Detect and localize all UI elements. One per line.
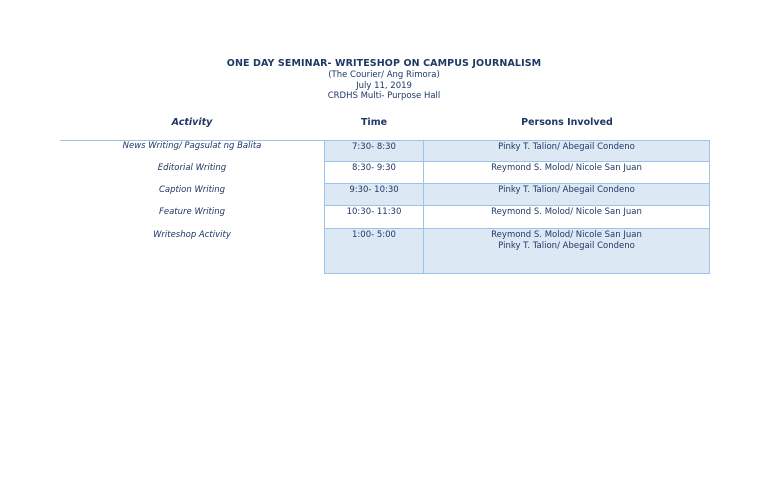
schedule-row [60,162,710,184]
time-cell: 1:00- 5:00 [324,229,424,274]
schedule-row [60,140,710,162]
schedule-row [60,184,710,206]
person-line: Reymond S. Molod/ Nicole San Juan [491,230,642,240]
activity-cell: Writeshop Activity [153,230,231,240]
activity-cell: Caption Writing [158,185,226,195]
persons-cell [424,140,710,162]
document-header [0,58,768,102]
publication-name: (The Courier/ Ang Rimora) [328,70,440,80]
column-header-time: Time [360,117,388,128]
persons-cell [424,184,710,206]
time-cell: 9:30- 10:30 [324,184,424,206]
persons-cell [424,229,710,274]
activity-cell: News Writing/ Pagsulat ng Balita [122,141,262,151]
person-line: Pinky T. Talion/ Abegail Condeno [498,240,635,251]
person-line: Reymond S. Molod/ Nicole San Juan [491,163,642,173]
seminar-date: July 11, 2019 [356,80,412,91]
persons-cell [424,162,710,184]
seminar-title: ONE DAY SEMINAR- WRITESHOP ON CAMPUS JOURNALISM [226,58,542,69]
schedule-row [60,206,710,229]
persons-cell [424,206,710,229]
time-cell: 7:30- 8:30 [324,140,424,162]
column-header-activity: Activity [171,117,213,128]
person-line: Pinky T. Talion/ Abegail Condeno [498,142,635,152]
schedule-row [60,229,710,274]
person-line: Reymond S. Molod/ Nicole San Juan [491,207,642,217]
person-line: Pinky T. Talion/ Abegail Condeno [498,185,635,195]
column-header-persons: Persons Involved [521,117,613,128]
time-cell: 10:30- 11:30 [324,206,424,229]
activity-cell: Editorial Writing [157,163,227,173]
activity-cell: Feature Writing [158,207,226,217]
seminar-venue: CRDHS Multi- Purpose Hall [327,91,441,101]
time-cell: 8:30- 9:30 [324,162,424,184]
